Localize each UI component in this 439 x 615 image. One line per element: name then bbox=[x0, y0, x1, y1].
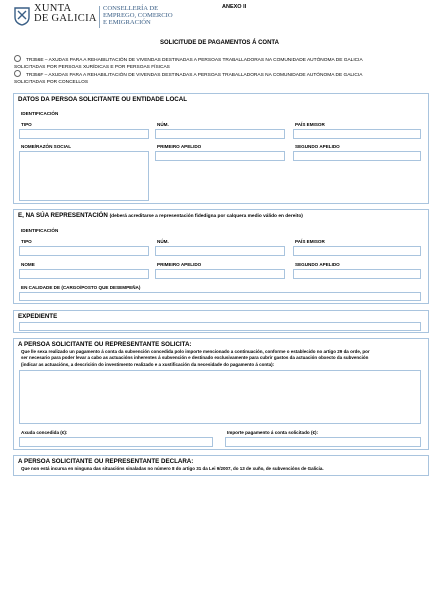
request-section-title: A PERSOA SOLICITANTE OU REPRESENTANTE SOLICITA: bbox=[18, 341, 192, 348]
applicant-surname2-field[interactable] bbox=[293, 151, 421, 161]
option-tr356f[interactable] bbox=[14, 70, 424, 86]
representative-country-field[interactable] bbox=[293, 246, 421, 256]
applicant-name-label: NOME/RAZÓN SOCIAL bbox=[21, 144, 72, 149]
granted-aid-label: Axuda concedida (€): bbox=[21, 430, 68, 435]
request-text-line1: Que lle sexa realizado un pagamento á conta da subvención concedida polo importe mencionado a continuación, conforme o establecido no artigo 29 da orde, por bbox=[21, 349, 370, 354]
representative-role-label: EN CALIDADE DE (CARGO/POSTO QUE DESEMPEÑA) bbox=[21, 285, 141, 290]
representative-section-title bbox=[18, 212, 303, 219]
department-name bbox=[103, 5, 173, 27]
representative-surname2-label: SEGUNDO APELIDO bbox=[295, 262, 340, 267]
applicant-country-field[interactable] bbox=[293, 129, 421, 139]
logo-divider bbox=[99, 6, 100, 28]
representative-surname1-label: PRIMEIRO APELIDO bbox=[157, 262, 202, 267]
applicant-identification-label: IDENTIFICACIÓN bbox=[21, 111, 59, 116]
logo-line-2: DE GALICIA bbox=[34, 13, 97, 24]
applicant-num-field[interactable] bbox=[155, 129, 285, 139]
representative-num-label: NÚM. bbox=[157, 239, 169, 244]
payment-amount-label: Importe pagamento á conta solicitado (€): bbox=[227, 430, 319, 435]
radio-button-tr356f[interactable] bbox=[14, 70, 21, 77]
representative-num-field[interactable] bbox=[155, 246, 285, 256]
option-tr356f-line1: TR356F – AXUDAS PARA A REHABILITACIÓN DE VIVENDAS DESTINADAS A PERSOAS TRABALLADORAS NA COMUNIDADE AUTÓNOMA DE GALICIA bbox=[26, 73, 363, 78]
declaration-section bbox=[13, 455, 429, 476]
expediente-field[interactable] bbox=[19, 322, 421, 331]
representative-title-text: E, NA SÚA REPRESENTACIÓN bbox=[18, 212, 108, 219]
option-tr356e-line1: TR356E – AXUDAS PARA A REHABILITACIÓN DE VIVENDAS DESTINADAS A PERSOAS TRABALLADORAS NA COMUNIDADE AUTÓNOMA DE GALICIA bbox=[26, 58, 363, 63]
department-line-1: CONSELLERÍA DE bbox=[103, 5, 159, 12]
annex-label: ANEXO II bbox=[222, 4, 247, 10]
applicant-country-label: PAÍS EMISOR bbox=[295, 122, 325, 127]
request-text bbox=[21, 349, 425, 368]
option-tr356e-line2: SOLICITADAS POR PERSOAS XURÍDICAS E POR PERSOAS FÍSICAS bbox=[14, 64, 170, 70]
applicant-surname1-field[interactable] bbox=[155, 151, 285, 161]
document-title: SOLICITUDE DE PAGAMENTOS Á CONTA bbox=[159, 40, 279, 46]
declaration-text: Que non está incursa en ninguna das situacións sinaladas no número 8 do artigo 31 da Lei 9/2007, do 13 de xuño, de subvencións de Galicia. bbox=[21, 466, 324, 471]
xunta-emblem-icon bbox=[13, 6, 31, 26]
applicant-tipo-field[interactable] bbox=[19, 129, 149, 139]
payment-amount-field[interactable] bbox=[225, 437, 421, 447]
representative-surname2-field[interactable] bbox=[293, 269, 421, 279]
representative-note: (deberá acreditarse a representación fidedigna por calquera medio válido en dereito) bbox=[109, 214, 303, 219]
department-line-2: EMPREGO, COMERCIO bbox=[103, 12, 173, 20]
representative-country-label: PAÍS EMISOR bbox=[295, 239, 325, 244]
expediente-section-title: EXPEDIENTE bbox=[18, 313, 58, 320]
representative-tipo-label: TIPO bbox=[21, 239, 32, 244]
representative-name-label: NOME bbox=[21, 262, 35, 267]
applicant-section-title: DATOS DA PERSOA SOLICITANTE OU ENTIDADE LOCAL bbox=[18, 96, 188, 103]
applicant-section bbox=[13, 93, 429, 204]
representative-role-field[interactable] bbox=[19, 292, 421, 301]
logo-line-1: XUNTA bbox=[34, 3, 72, 14]
applicant-surname2-label: SEGUNDO APELIDO bbox=[295, 144, 340, 149]
applicant-surname1-label: PRIMEIRO APELIDO bbox=[157, 144, 202, 149]
request-section bbox=[13, 338, 429, 450]
declaration-section-title: A PERSOA SOLICITANTE OU REPRESENTANTE DECLARA: bbox=[18, 458, 194, 465]
representative-surname1-field[interactable] bbox=[155, 269, 285, 279]
radio-button-tr356e[interactable] bbox=[14, 55, 21, 62]
department-line-3: E EMIGRACIÓN bbox=[103, 19, 151, 27]
request-description-field[interactable] bbox=[19, 370, 421, 424]
applicant-name-field[interactable] bbox=[19, 151, 149, 201]
representative-name-field[interactable] bbox=[19, 269, 149, 279]
applicant-num-label: NÚM. bbox=[157, 122, 169, 127]
expediente-section bbox=[13, 310, 429, 333]
representative-tipo-field[interactable] bbox=[19, 246, 149, 256]
request-text-line3: (indicar as actuacións, a descrición do investimento realizado e a xustificación da necesidade do pagamento á conta): bbox=[21, 361, 275, 367]
granted-aid-field[interactable] bbox=[19, 437, 213, 447]
representative-identification-label: IDENTIFICACIÓN bbox=[21, 228, 59, 233]
applicant-tipo-label: TIPO bbox=[21, 122, 32, 127]
request-text-line2: ser necesario para poder levar a cabo as actuacións inherentes á subvención e destinado exclusivamente para cubrir gastos da actuación obxecto da subvención bbox=[21, 355, 369, 361]
option-tr356f-line2: SOLICITADAS POR CONCELLOS bbox=[14, 79, 89, 85]
representative-section bbox=[13, 209, 429, 304]
option-tr356e[interactable] bbox=[14, 55, 424, 71]
logo-wordmark bbox=[34, 4, 97, 24]
